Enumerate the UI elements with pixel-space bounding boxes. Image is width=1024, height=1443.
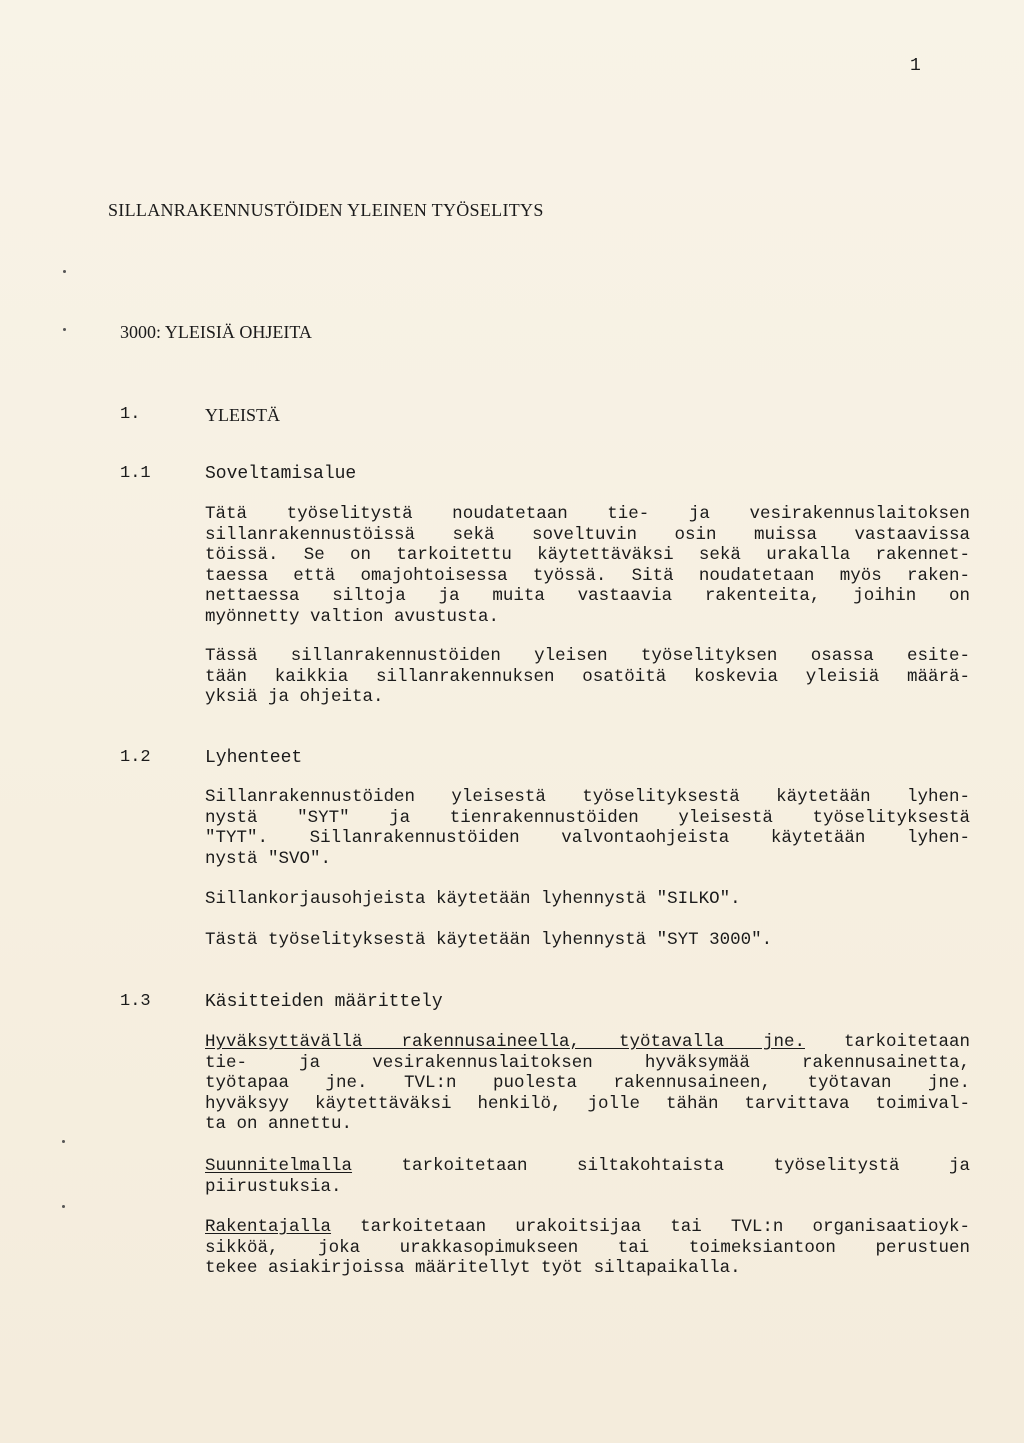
paragraph-1-3-a [205, 1032, 970, 1135]
text-line: Tässä sillanrakennustöiden yleisen työselityksen osassa esite- [205, 646, 970, 666]
text-line: tekee asiakirjoissa määritellyt työt siltapaikalla. [205, 1258, 741, 1279]
text-line: töissä. Se on tarkoitettu käytettäväksi sekä urakalla rakennet- [205, 545, 970, 566]
text-line: piirustuksia. [205, 1176, 342, 1197]
section-number-1-2: 1.2 [120, 748, 151, 767]
paragraph-1-2-b [205, 889, 970, 910]
section-number-1: 1. [120, 405, 141, 424]
page-number: 1 [910, 56, 921, 76]
text-line: Sillanrakennustöiden yleisestä työselityksestä käytetään lyhen- [205, 787, 970, 807]
paragraph-1-2-c [205, 930, 970, 951]
text-line: nystä "SYT" ja tienrakennustöiden yleisestä työselityksestä [205, 807, 970, 828]
defined-term: Hyväksyttävällä rakennusaineella, työtavalla jne. [205, 1032, 805, 1052]
section-heading-1-1: Soveltamisalue [205, 464, 357, 484]
text-line: sillanrakennustöissä sekä soveltuvin osin muissa vastaavissa [205, 524, 970, 545]
text-line [205, 1156, 970, 1177]
text-line: "TYT". Sillanrakennustöiden valvontaohjeista käytetään lyhen- [205, 828, 970, 849]
section-heading-1-2: Lyhenteet [205, 748, 303, 768]
paragraph-1-1-a [205, 504, 970, 628]
text-fragment: tarkoitetaan siltakohtaista työselitystä ja [401, 1156, 970, 1176]
text-line: ta on annettu. [205, 1114, 353, 1135]
defined-term: Suunnitelmalla [205, 1156, 353, 1176]
text-line [205, 1217, 970, 1238]
paragraph-1-2-a [205, 787, 970, 869]
text-fragment: tarkoitetaan [843, 1032, 970, 1052]
text-line: yksiä ja ohjeita. [205, 687, 384, 708]
section-heading-1: YLEISTÄ [205, 405, 280, 425]
text-line: nettaessa siltoja ja muita vastaavia rakenteita, joihin on [205, 586, 970, 607]
text-line: nystä "SVO". [205, 848, 332, 869]
defined-term: Rakentajalla [205, 1217, 332, 1237]
text-line: hyväksyy käytettäväksi henkilö, jolle tähän tarvittava toimival- [205, 1093, 970, 1114]
text-line: Tätä työselitystä noudatetaan tie- ja vesirakennuslaitoksen [205, 504, 970, 524]
text-line: työtapaa jne. TVL:n puolesta rakennusaineen, työtavan jne. [205, 1073, 970, 1094]
paragraph-1-3-b [205, 1156, 970, 1197]
section-heading-1-3: Käsitteiden määrittely [205, 992, 443, 1012]
text-line: Tästä työselityksestä käytetään lyhennystä "SYT 3000". [205, 930, 773, 950]
text-line: taessa että omajohtoisessa työssä. Sitä noudatetaan myös raken- [205, 565, 970, 586]
document-subtitle: 3000: YLEISIÄ OHJEITA [120, 322, 312, 342]
scan-speck [63, 270, 66, 273]
paragraph-1-3-c [205, 1217, 970, 1279]
text-line: sikköä, joka urakkasopimukseen tai toimeksiantoon perustuen [205, 1237, 970, 1258]
scan-speck [62, 1140, 65, 1143]
section-number-1-1: 1.1 [120, 464, 151, 483]
text-line: myönnetty valtion avustusta. [205, 606, 500, 627]
text-line: tie- ja vesirakennuslaitoksen hyväksymää rakennusainetta, [205, 1052, 970, 1073]
text-line: Sillankorjausohjeista käytetään lyhennystä "SILKO". [205, 889, 741, 909]
document-title: SILLANRAKENNUSTÖIDEN YLEINEN TYÖSELITYS [108, 200, 544, 220]
text-fragment: tarkoitetaan urakoitsijaa tai TVL:n organisaatioyk- [360, 1217, 970, 1237]
scan-speck [62, 1205, 65, 1208]
section-number-1-3: 1.3 [120, 992, 151, 1011]
paragraph-1-1-b [205, 646, 970, 708]
text-line [205, 1032, 970, 1053]
scan-speck [63, 328, 66, 331]
text-line: tään kaikkia sillanrakennuksen osatöitä koskevia yleisiä määrä- [205, 666, 970, 687]
